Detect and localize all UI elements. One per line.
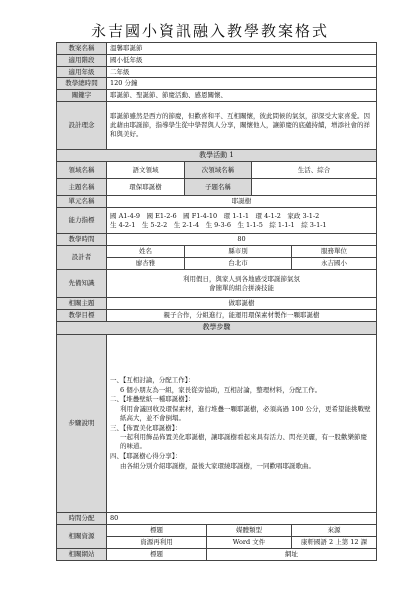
prior-knowledge bbox=[107, 270, 377, 298]
keywords-label: 關鍵字 bbox=[57, 90, 107, 102]
designer-header-unit: 服務單位 bbox=[292, 246, 377, 258]
designer-header-name: 姓名 bbox=[107, 246, 185, 258]
designer-name: 廖杏雅 bbox=[107, 258, 185, 270]
time-allocation-label: 時間分配 bbox=[57, 512, 107, 524]
designer-unit: 永吉國小 bbox=[292, 258, 377, 270]
concept-label: 設計理念 bbox=[57, 101, 107, 149]
designer-city: 台北市 bbox=[185, 258, 292, 270]
unit-label: 單元名稱 bbox=[57, 196, 107, 208]
indicators-label: 能力指標 bbox=[57, 208, 107, 234]
steps-label: 步驟說明 bbox=[57, 334, 107, 512]
prior-knowledge-line-1: 利用假日，與家人到各地感受耶誕節氣氛 bbox=[183, 275, 301, 283]
website-header-url: 網址 bbox=[207, 548, 377, 560]
subtheme-label: 子題名稱 bbox=[185, 179, 252, 196]
stage-label: 適用階段 bbox=[57, 54, 107, 66]
step-3-heading: 三、【佈置美化耶誕樹】： bbox=[110, 423, 182, 432]
related-topic: 做耶誕樹 bbox=[107, 298, 377, 310]
subdomain: 生活、綜合 bbox=[252, 162, 377, 179]
lesson-plan-table bbox=[56, 42, 377, 561]
resource-media: Word 文件 bbox=[207, 536, 292, 548]
keywords: 耶誕節、聖誕節、節慶活動、感恩關懷、 bbox=[107, 90, 377, 102]
theme: 環保耶誕樹 bbox=[107, 179, 185, 196]
unit: 耶誕樹 bbox=[107, 196, 377, 208]
domain-label: 領域名稱 bbox=[57, 162, 107, 179]
teaching-goal-label: 教學目標 bbox=[57, 310, 107, 322]
indicators-line-2: 生 4-2-1 生 5-2-2 生 2-1-4 生 9-3-6 生 1-1-5 綜 1-1-1 綜 3-1-1 bbox=[110, 220, 327, 229]
designer-label: 設計者 bbox=[57, 246, 107, 270]
indicators bbox=[107, 208, 377, 234]
website-header-title: 標題 bbox=[107, 548, 207, 560]
subtheme bbox=[252, 179, 377, 196]
activity-header: 教學活動 1 bbox=[57, 149, 377, 161]
step-1-body: 6 個小朋友為一組，家長從旁協助，互相討論，整理材料，分配工作。 bbox=[120, 385, 322, 394]
page-title: 永吉國小資訊融入教學教案格式 bbox=[90, 22, 329, 40]
steps-header: 教學步驟 bbox=[57, 322, 377, 334]
resources-label: 相關資源 bbox=[57, 524, 107, 548]
step-2-body: 利用會議回收及環保素材，進行堆疊一顆耶誕樹，必須高過 100 公分，更希望能挑戰壁紙高大，並不會倒塌。 bbox=[120, 405, 371, 422]
concept: 耶誕節雖然是西方的節慶，但歡喜和平、互相關懷，彼此問候的氣氛，卻深受大家喜愛。因此藉由耶誕節，指導學生從中學習與人分享，關懷他人，讓節慶的底蘊持續，增添社會的祥和與美好。 bbox=[107, 101, 377, 149]
resource-source: 康軒國語 2 上第 12 課 bbox=[292, 536, 377, 548]
teaching-time-label: 教學時間 bbox=[57, 234, 107, 246]
step-1-heading: 一、【互相討論，分配工作】： bbox=[110, 375, 195, 384]
step-4-body: 由各組分別介紹耶誕樹，最後大家環繞耶誕樹，一同歡唱耶誕歌曲。 bbox=[120, 461, 315, 470]
designer-header-city: 縣市別 bbox=[185, 246, 292, 258]
stage: 國小低年級 bbox=[107, 54, 377, 66]
resource-header-media: 媒體類型 bbox=[207, 524, 292, 536]
time-allocation: 80 bbox=[107, 512, 377, 524]
step-3-body: 一起利用飾品佈置美化耶誕樹，讓耶誕樹看起來具有活力、閃亮美麗，有一股歡樂節慶的味道。 bbox=[120, 433, 367, 451]
domain: 語文領域 bbox=[107, 162, 185, 179]
step-2-heading: 二、【堆疊壁紙一種耶誕樹】： bbox=[110, 395, 195, 404]
total-time-label: 教學總時間 bbox=[57, 78, 107, 90]
step-4-heading: 四、【耶誕樹心得分享】： bbox=[110, 452, 182, 460]
websites-label: 相關網站 bbox=[57, 548, 107, 560]
course-name: 溫馨耶誕節 bbox=[107, 43, 377, 55]
teaching-time: 80 bbox=[107, 234, 377, 246]
grade: 二年級 bbox=[107, 66, 377, 78]
resource-header-title: 標題 bbox=[107, 524, 207, 536]
resource-header-source: 來源 bbox=[292, 524, 377, 536]
related-topic-label: 相關主題 bbox=[57, 298, 107, 310]
grade-label: 適用年級 bbox=[57, 66, 107, 78]
course-name-label: 教案名稱 bbox=[57, 43, 107, 55]
steps-content bbox=[107, 334, 377, 512]
prior-knowledge-line-2: 會簡單的組合拼湊技能 bbox=[209, 283, 275, 292]
indicators-line-1: 國 A1-4-9 國 E1-2-6 國 F1-4-10 環 1-1-1 環 4-1-2 家政 3-1-2 bbox=[110, 212, 320, 220]
resource-title: 資源再利用 bbox=[107, 536, 207, 548]
subdomain-label: 次領域名稱 bbox=[185, 162, 252, 179]
teaching-goal: 親子合作，分組進行，能運用環保素材製作一顆耶誕樹 bbox=[107, 310, 377, 322]
theme-label: 主題名稱 bbox=[57, 179, 107, 196]
prior-knowledge-label: 先備知識 bbox=[57, 270, 107, 298]
total-time: 120 分鐘 bbox=[107, 78, 377, 90]
